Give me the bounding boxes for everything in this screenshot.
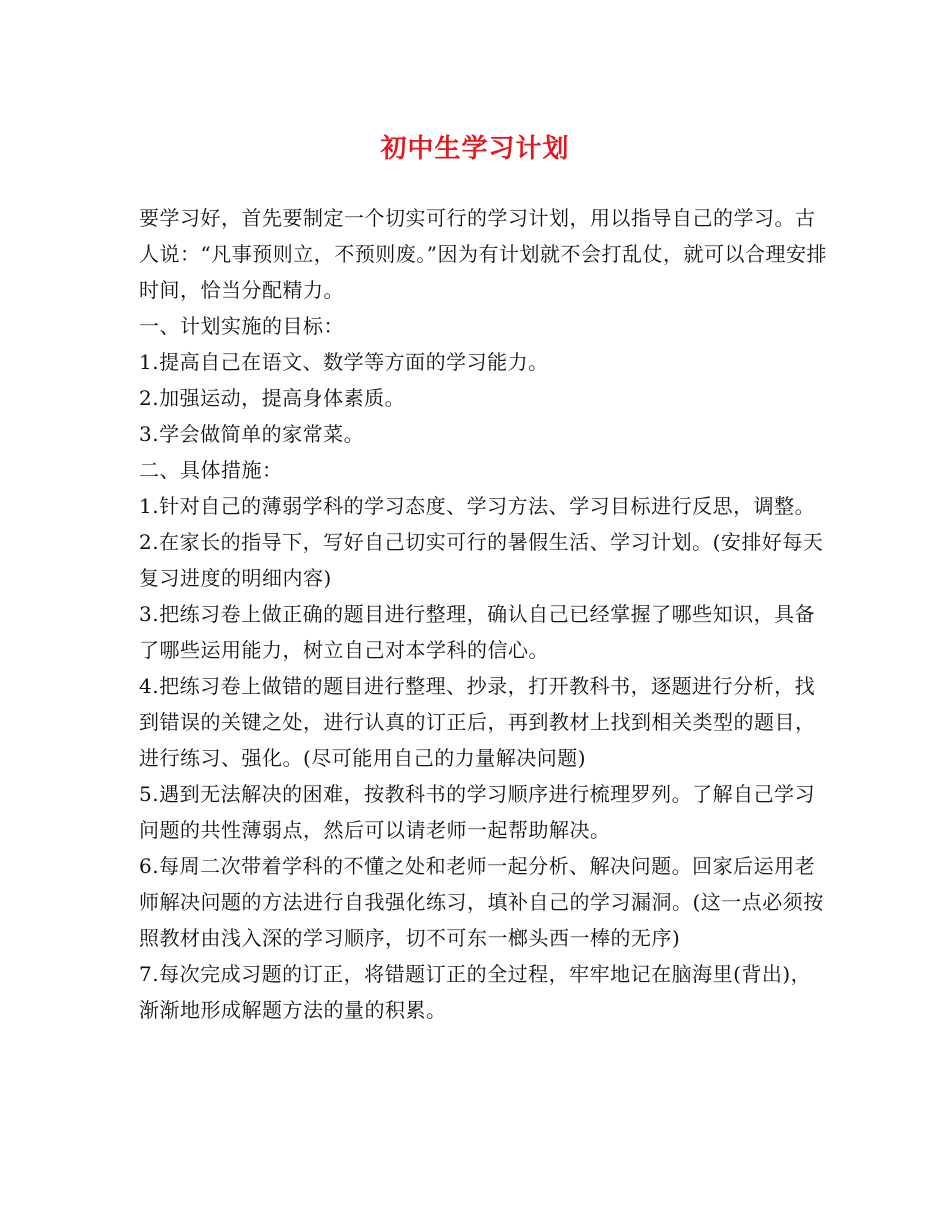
section-heading-goals: 一、计划实施的目标： bbox=[139, 314, 344, 338]
measure-item-3: 3.把练习卷上做正确的题目进行整理，确认自己已经掌握了哪些知识，具备了哪些运用能力，树立自己对本学科的信心。 bbox=[139, 602, 816, 662]
goal-item-2: 2.加强运动，提高身体素质。 bbox=[139, 386, 406, 410]
section-heading-measures: 二、具体措施： bbox=[139, 458, 283, 482]
goal-item-3: 3.学会做简单的家常菜。 bbox=[139, 422, 365, 446]
measure-item-4: 4.把练习卷上做错的题目进行整理、抄录，打开教科书，逐题进行分析，找到错误的关键之处，进行认真的订正后，再到教材上找到相关类型的题目，进行练习、强化。(尽可能用自己的力量解决问题) bbox=[139, 674, 816, 770]
measure-item-6: 6.每周二次带着学科的不懂之处和老师一起分析、解决问题。回家后运用老师解决问题的方法进行自我强化练习，填补自己的学习漏洞。(这一点必须按照教材由浅入深的学习顺序，切不可东一榔头西一棒的无序) bbox=[139, 854, 824, 950]
intro-paragraph: 要学习好，首先要制定一个切实可行的学习计划，用以指导自己的学习。古人说：“凡事预则立，不预则废。”因为有计划就不会打乱仗，就可以合理安排时间，恰当分配精力。 bbox=[139, 206, 827, 302]
measure-item-2: 2.在家长的指导下，写好自己切实可行的暑假生活、学习计划。(安排好每天复习进度的明细内容) bbox=[139, 530, 824, 590]
document-body bbox=[139, 200, 829, 1028]
measure-item-5: 5.遇到无法解决的困难，按教科书的学习顺序进行梳理罗列。了解自己学习问题的共性薄弱点，然后可以请老师一起帮助解决。 bbox=[139, 782, 816, 842]
document-title: 初中生学习计划 bbox=[380, 134, 570, 164]
measure-item-7: 7.每次完成习题的订正，将错题订正的全过程，牢牢地记在脑海里(背出)，渐渐地形成解题方法的量的积累。 bbox=[139, 962, 812, 1022]
measure-item-1: 1.针对自己的薄弱学科的学习态度、学习方法、学习目标进行反思，调整。 bbox=[139, 494, 816, 518]
goal-item-1: 1.提高自己在语文、数学等方面的学习能力。 bbox=[139, 350, 549, 374]
